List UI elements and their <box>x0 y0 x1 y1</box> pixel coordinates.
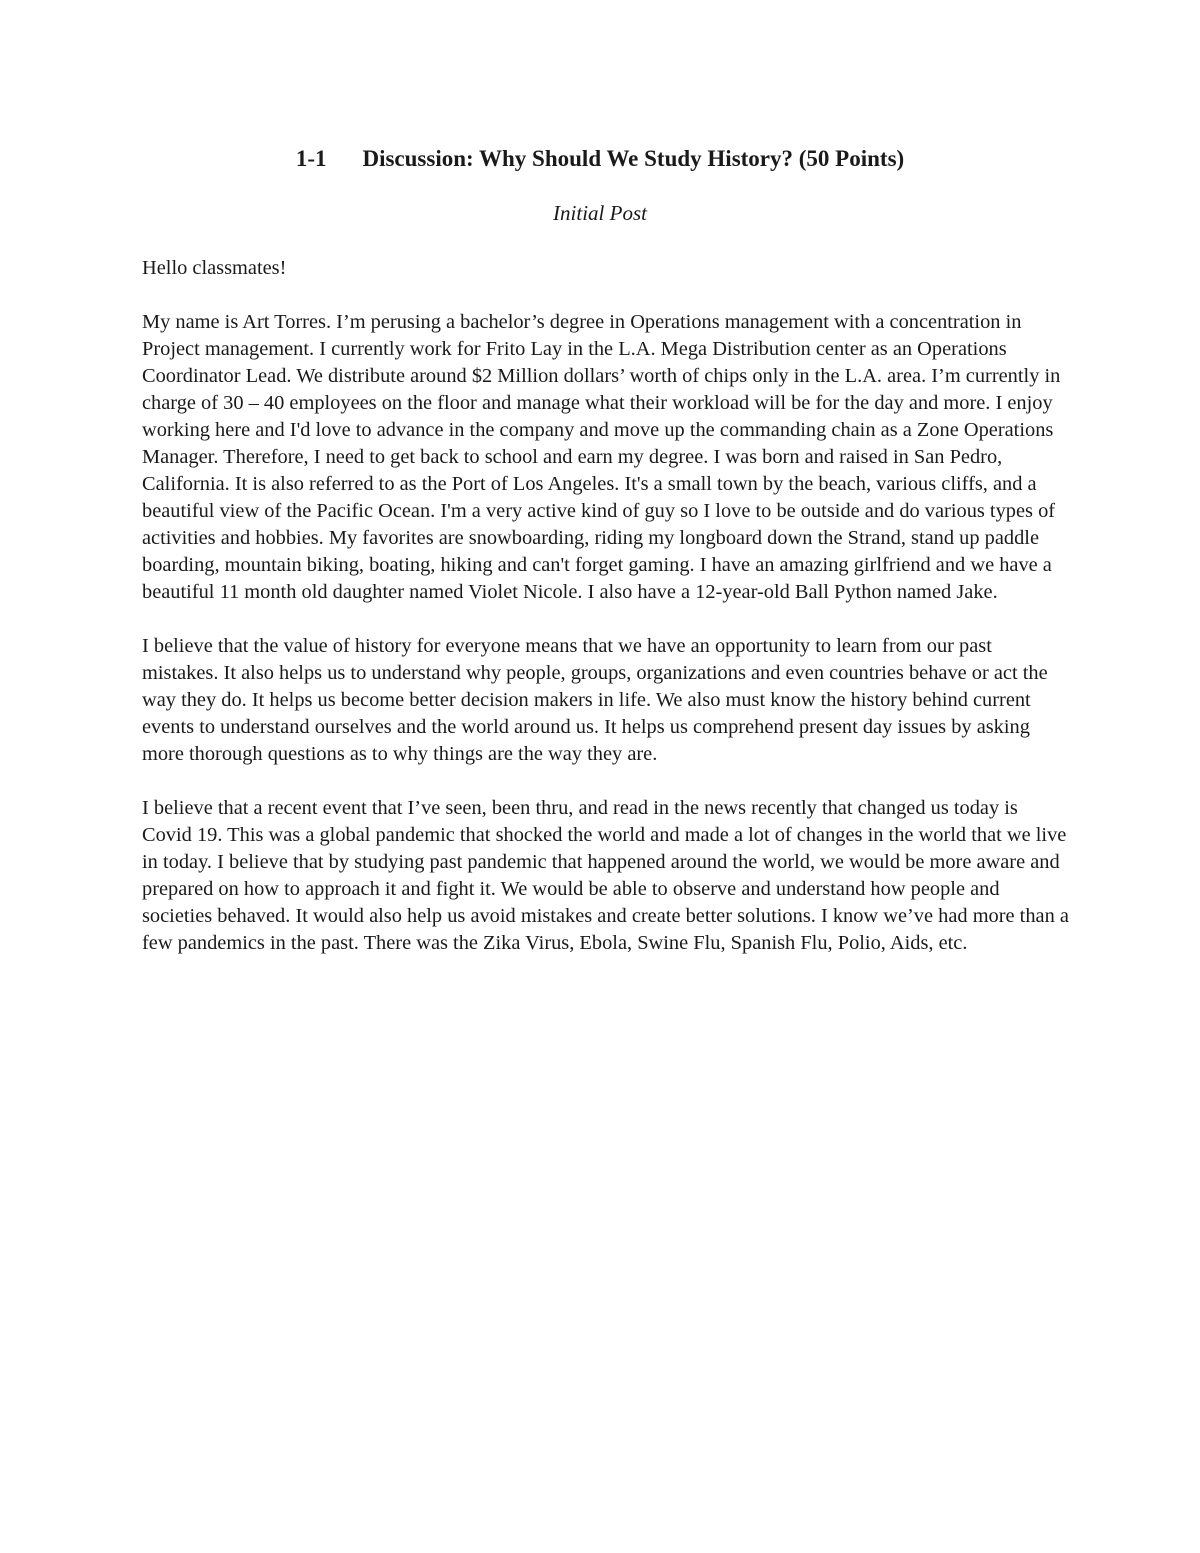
document-subheading: Initial Post <box>553 201 647 225</box>
paragraph-value-of-history: I believe that the value of history for everyone means that we have an opportunity to learn from our past mistakes. It also helps us to understand why people, groups, organizations and even countries behave or act the way they do. It helps us become better decision makers in life. We also must know the history behind current events to understand ourselves and the world around us. It helps us comprehend present day issues by asking more thorough questions as to why things are the way they are. <box>142 635 1048 765</box>
paragraph-recent-event: I believe that a recent event that I’ve seen, been thru, and read in the news recently that changed us today is Covid 19. This was a global pandemic that shocked the world and made a lot of changes in the world that we live in today. I believe that by studying past pandemic that happened around the world, we would be more aware and prepared on how to approach it and fight it. We would be able to observe and understand how people and societies behaved. It would also help us avoid mistakes and create better solutions. I know we’ve had more than a few pandemics in the past. There was the Zika Virus, Ebola, Swine Flu, Spanish Flu, Polio, Aids, etc. <box>142 797 1069 954</box>
document-heading <box>0 141 1200 177</box>
heading-title: Discussion: Why Should We Study History? (50 Points) <box>362 146 905 171</box>
heading-number: 1-1 <box>295 146 327 171</box>
paragraph-introduction: My name is Art Torres. I’m perusing a bachelor’s degree in Operations management with a concentration in Project management. I currently work for Frito Lay in the L.A. Mega Distribution center as an Operations Coordinator Lead. We distribute around $2 Million dollars’ worth of chips only in the L.A. area. I’m currently in charge of 30 – 40 employees on the floor and manage what their workload will be for the day and more. I enjoy working here and I'd love to advance in the company and move up the commanding chain as a Zone Operations Manager. Therefore, I need to get back to school and earn my degree. I was born and raised in San Pedro, California. It is also referred to as the Port of Los Angeles. It's a small town by the beach, various cliffs, and a beautiful view of the Pacific Ocean. I'm a very active kind of guy so I love to be outside and do various types of activities and hobbies. My favorites are snowboarding, riding my longboard down the Strand, stand up paddle boarding, mountain biking, boating, hiking and can't forget gaming. I have an amazing girlfriend and we have a beautiful 11 month old daughter named Violet Nicole. I also have a 12-year-old Ball Python named Jake. <box>142 311 1061 603</box>
greeting-line: Hello classmates! <box>142 257 287 279</box>
document-body <box>142 255 1072 984</box>
